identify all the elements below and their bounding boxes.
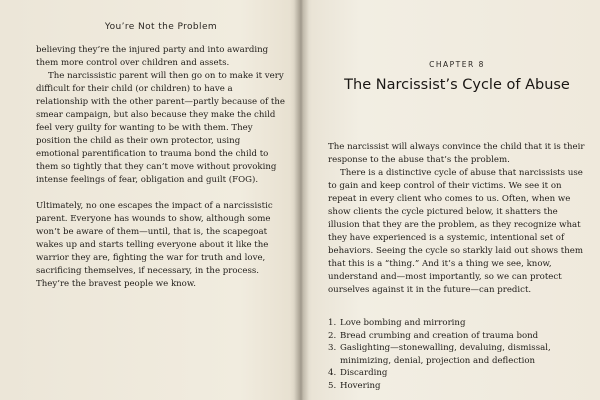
list-item <box>328 317 586 330</box>
list-item <box>328 330 586 343</box>
list-item-number: 1. <box>328 318 337 328</box>
list-item <box>328 380 586 393</box>
list-item-number: 4. <box>328 368 337 378</box>
list-item-text: Bread crumbing and creation of trauma bond <box>340 330 539 341</box>
cycle-steps-list <box>328 317 586 392</box>
paragraph: The narcissistic parent will then go on to make it very difficult for their child (or children) to have a relationship with the other parent—partly because of the smear campaign, but also because they make the child feel very guilty for wanting to be with them. They position the child as their own protector, using emotional parentification to trauma bond the child to them so tightly that they can’t move without provoking intense feelings of fear, obligation and guilt (FOG). <box>36 71 285 185</box>
list-item-text: Love bombing and mirroring <box>340 318 466 328</box>
list-item <box>328 342 586 367</box>
list-item-number: 3. <box>328 343 337 353</box>
chapter-label: CHAPTER 8 <box>429 60 485 69</box>
chapter-title: The Narcissist’s Cycle of Abuse <box>344 77 570 93</box>
right-page <box>300 0 600 400</box>
list-item-number: 2. <box>328 330 337 341</box>
paragraph: believing they’re the injured party and into awarding them more control over children and assets. <box>36 45 269 68</box>
list-item-text: Discarding <box>340 368 388 378</box>
paragraph: There is a distinctive cycle of abuse that narcissists use to gain and keep control of their victims. We see it on repeat in every client who comes to us. Often, when we show clients the cycle pictured below, it shatters the illusion that they are the problem, as they recognize what they have experienced is a systemic, intentional set of behaviors. Seeing the cycle so starkly laid out shows them that this is a “thing.” And it’s a thing we see, know, understand and—most importantly, so we can protect ourselves against it in the future—can predict. <box>328 168 583 295</box>
list-item <box>328 367 586 380</box>
paragraph: The narcissist will always convince the child that it is their response to the abuse that’s the problem. <box>328 142 585 165</box>
running-head: You’re Not the Problem <box>104 22 218 32</box>
list-item-text: Gaslighting—stonewalling, devaluing, dismissal, minimizing, denial, projection and deflection <box>340 343 551 366</box>
paragraph: Ultimately, no one escapes the impact of a narcissistic parent. Everyone has wounds to show, although some won’t be aware of them—until, that is, the scapegoat wakes up and starts telling everyone about it like the warrior they are, fighting the war for truth and love, sacrificing themselves, if necessary, in the process. They’re the bravest people we know. <box>36 201 273 289</box>
list-item-number: 5. <box>328 380 337 391</box>
list-item-text: Hovering <box>340 380 381 391</box>
